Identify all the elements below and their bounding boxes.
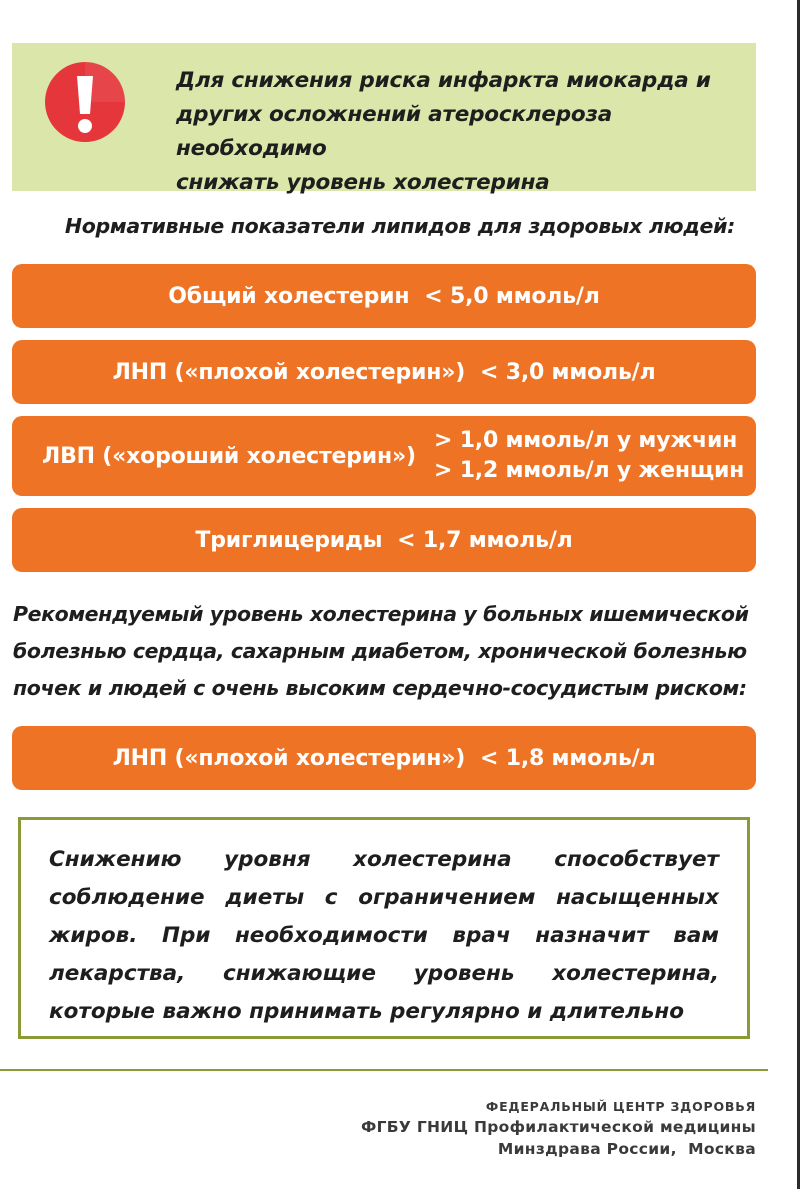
alert-line: Для снижения риска инфаркта миокарда и [176, 68, 711, 93]
alert-line: других осложнений атеросклероза необходимо [176, 102, 613, 161]
total-cholesterol-bar [12, 264, 756, 328]
total-cholesterol-label: Общий холестерин < 5,0 ммоль/л [168, 283, 600, 309]
advice-line: лекарства, снижающие уровень холестерина, [49, 961, 719, 986]
target-ldl-label: ЛНП («плохой холестерин») < 1,8 ммоль/л [112, 745, 656, 771]
hdl-value-men: > 1,0 ммоль/л у мужчин [434, 428, 738, 453]
footer-divider [0, 1069, 768, 1071]
footer-org-title: ФЕДЕРАЛЬНЫЙ ЦЕНТР ЗДОРОВЬЯ [485, 1099, 756, 1114]
hdl-bar [12, 416, 756, 496]
advice-line: соблюдение диеты с ограничением насыщенных [49, 885, 719, 910]
advice-text [49, 841, 719, 1031]
triglycerides-label: Триглицериды < 1,7 ммоль/л [195, 527, 573, 553]
recommended-line: Рекомендуемый уровень холестерина у больных ишемической [13, 602, 749, 626]
advice-line: которые важно принимать регулярно и длительно [49, 999, 684, 1024]
ldl-label: ЛНП («плохой холестерин») < 3,0 ммоль/л [112, 359, 656, 385]
recommended-line: болезнью сердца, сахарным диабетом, хронической болезнью [13, 639, 747, 663]
recommended-text [13, 596, 758, 707]
advice-line: Снижению уровня холестерина способствует [49, 847, 719, 872]
exclamation-icon [43, 60, 127, 144]
footer [361, 1098, 756, 1160]
footer-org-location: Минздрава России, Москва [497, 1140, 756, 1158]
triglycerides-bar [12, 508, 756, 572]
hdl-value-women: > 1,2 ммоль/л у женщин [434, 458, 745, 483]
advice-line: жиров. При необходимости врач назначит вам [49, 923, 719, 948]
ldl-bar [12, 340, 756, 404]
recommended-line: почек и людей с очень высоким сердечно-сосудистым риском: [13, 676, 747, 700]
normative-heading: Нормативные показатели липидов для здоровых людей: [64, 214, 736, 238]
alert-message [176, 64, 752, 200]
hdl-values [434, 426, 744, 486]
alert-line: снижать уровень холестерина [176, 170, 550, 195]
hdl-label: ЛВП («хороший холестерин») [42, 443, 416, 469]
footer-org-name: ФГБУ ГНИЦ Профилактической медицины [360, 1118, 756, 1136]
advice-box [18, 817, 750, 1039]
target-ldl-bar [12, 726, 756, 790]
